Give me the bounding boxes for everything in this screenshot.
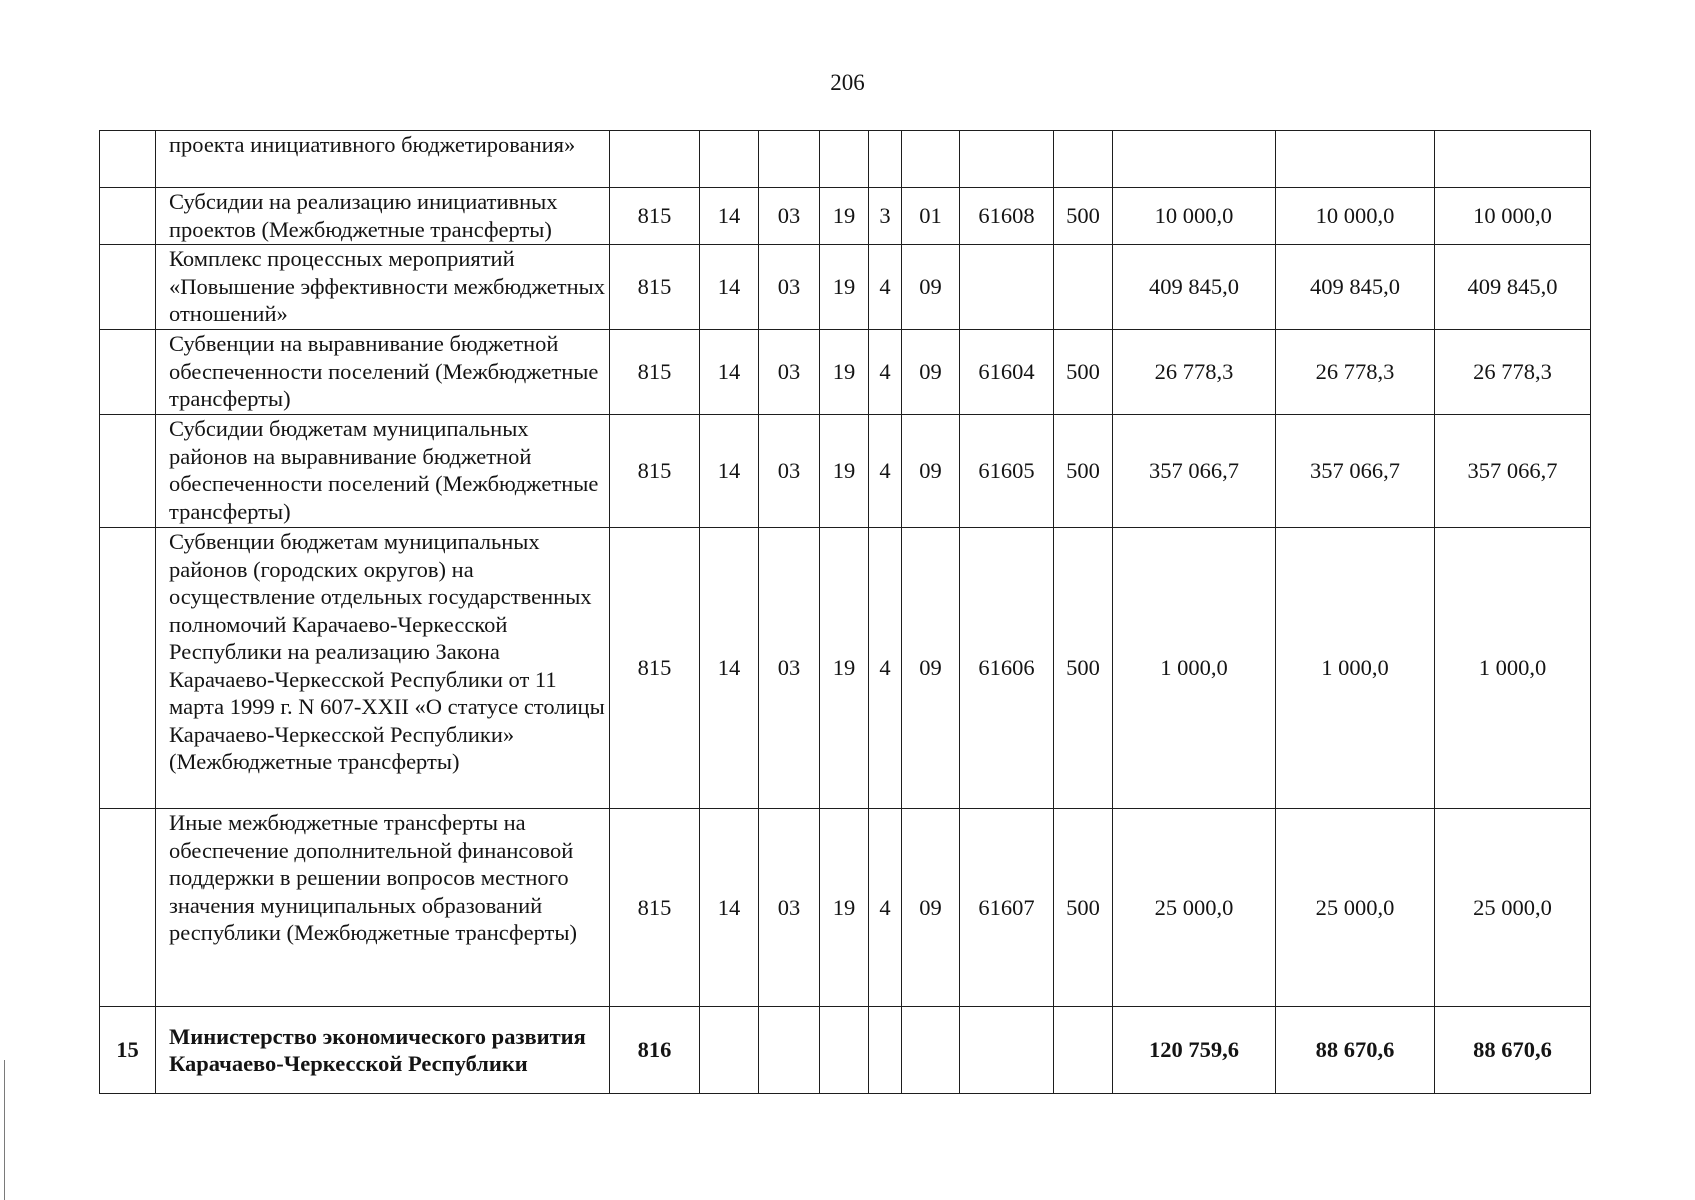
expense-type-code-cell bbox=[1054, 131, 1113, 188]
subsection-code-cell: 03 bbox=[759, 330, 820, 415]
expense-type-code-cell bbox=[1054, 245, 1113, 330]
row-number-cell bbox=[100, 415, 156, 528]
item-name-cell: Министерство экономического развития Карачаево-Черкесской Республики bbox=[156, 1007, 610, 1094]
direction-code-cell: 61608 bbox=[960, 188, 1054, 245]
table-row bbox=[100, 188, 1591, 245]
table-row bbox=[100, 809, 1591, 1007]
section-code-cell: 14 bbox=[700, 809, 759, 1007]
table-row bbox=[100, 330, 1591, 415]
amount-year-2-cell bbox=[1276, 131, 1435, 188]
structure-type-code-cell bbox=[869, 1007, 902, 1094]
direction-code-cell bbox=[960, 1007, 1054, 1094]
expense-type-code-cell: 500 bbox=[1054, 330, 1113, 415]
direction-code-cell: 61604 bbox=[960, 330, 1054, 415]
amount-year-1-cell: 26 778,3 bbox=[1113, 330, 1276, 415]
section-code-cell: 14 bbox=[700, 415, 759, 528]
amount-year-3-cell: 1 000,0 bbox=[1435, 528, 1591, 809]
amount-year-1-cell: 357 066,7 bbox=[1113, 415, 1276, 528]
element-code-cell: 09 bbox=[902, 415, 960, 528]
amount-year-1-cell: 120 759,6 bbox=[1113, 1007, 1276, 1094]
grbs-code-cell: 815 bbox=[610, 528, 700, 809]
grbs-code-cell: 815 bbox=[610, 245, 700, 330]
grbs-code-cell: 815 bbox=[610, 188, 700, 245]
subsection-code-cell bbox=[759, 1007, 820, 1094]
program-code-cell: 19 bbox=[820, 188, 869, 245]
table-row bbox=[100, 131, 1591, 188]
structure-type-code-cell: 4 bbox=[869, 809, 902, 1007]
grbs-code-cell: 815 bbox=[610, 330, 700, 415]
section-code-cell bbox=[700, 131, 759, 188]
subsection-code-cell: 03 bbox=[759, 188, 820, 245]
amount-year-1-cell: 25 000,0 bbox=[1113, 809, 1276, 1007]
element-code-cell bbox=[902, 131, 960, 188]
table-row bbox=[100, 245, 1591, 330]
grbs-code-cell bbox=[610, 131, 700, 188]
program-code-cell: 19 bbox=[820, 415, 869, 528]
row-number-cell bbox=[100, 188, 156, 245]
expense-type-code-cell: 500 bbox=[1054, 415, 1113, 528]
budget-table bbox=[99, 130, 1591, 1094]
amount-year-3-cell bbox=[1435, 131, 1591, 188]
structure-type-code-cell bbox=[869, 131, 902, 188]
row-number-cell bbox=[100, 245, 156, 330]
program-code-cell: 19 bbox=[820, 809, 869, 1007]
amount-year-2-cell: 26 778,3 bbox=[1276, 330, 1435, 415]
table-row bbox=[100, 528, 1591, 809]
subsection-code-cell bbox=[759, 131, 820, 188]
element-code-cell: 01 bbox=[902, 188, 960, 245]
section-code-cell: 14 bbox=[700, 528, 759, 809]
amount-year-1-cell: 1 000,0 bbox=[1113, 528, 1276, 809]
page-number: 206 bbox=[830, 70, 865, 95]
row-number-cell bbox=[100, 330, 156, 415]
subsection-code-cell: 03 bbox=[759, 528, 820, 809]
subsection-code-cell: 03 bbox=[759, 245, 820, 330]
section-code-cell: 14 bbox=[700, 188, 759, 245]
section-code-cell bbox=[700, 1007, 759, 1094]
scan-margin-line bbox=[4, 1060, 5, 1200]
element-code-cell: 09 bbox=[902, 245, 960, 330]
row-number-cell bbox=[100, 131, 156, 188]
section-code-cell: 14 bbox=[700, 245, 759, 330]
grbs-code-cell: 816 bbox=[610, 1007, 700, 1094]
amount-year-2-cell: 1 000,0 bbox=[1276, 528, 1435, 809]
item-name-cell: Субсидии на реализацию инициативных проектов (Межбюджетные трансферты) bbox=[156, 188, 610, 245]
table-row bbox=[100, 415, 1591, 528]
amount-year-3-cell: 25 000,0 bbox=[1435, 809, 1591, 1007]
direction-code-cell: 61605 bbox=[960, 415, 1054, 528]
amount-year-1-cell: 10 000,0 bbox=[1113, 188, 1276, 245]
amount-year-3-cell: 88 670,6 bbox=[1435, 1007, 1591, 1094]
element-code-cell: 09 bbox=[902, 528, 960, 809]
item-name-cell: Субсидии бюджетам муниципальных районов на выравнивание бюджетной обеспеченности поселений (Межбюджетные трансферты) bbox=[156, 415, 610, 528]
program-code-cell: 19 bbox=[820, 330, 869, 415]
grbs-code-cell: 815 bbox=[610, 415, 700, 528]
amount-year-2-cell: 88 670,6 bbox=[1276, 1007, 1435, 1094]
item-name-cell: Субвенции на выравнивание бюджетной обеспеченности поселений (Межбюджетные трансферты) bbox=[156, 330, 610, 415]
subsection-code-cell: 03 bbox=[759, 415, 820, 528]
table-row bbox=[100, 1007, 1591, 1094]
element-code-cell bbox=[902, 1007, 960, 1094]
expense-type-code-cell: 500 bbox=[1054, 188, 1113, 245]
direction-code-cell: 61606 bbox=[960, 528, 1054, 809]
amount-year-2-cell: 357 066,7 bbox=[1276, 415, 1435, 528]
amount-year-3-cell: 26 778,3 bbox=[1435, 330, 1591, 415]
structure-type-code-cell: 4 bbox=[869, 415, 902, 528]
amount-year-3-cell: 10 000,0 bbox=[1435, 188, 1591, 245]
direction-code-cell bbox=[960, 245, 1054, 330]
row-number-cell bbox=[100, 809, 156, 1007]
item-name-cell: проекта инициативного бюджетирования» bbox=[156, 131, 610, 188]
program-code-cell: 19 bbox=[820, 245, 869, 330]
direction-code-cell bbox=[960, 131, 1054, 188]
amount-year-2-cell: 25 000,0 bbox=[1276, 809, 1435, 1007]
row-number-cell: 15 bbox=[100, 1007, 156, 1094]
element-code-cell: 09 bbox=[902, 809, 960, 1007]
direction-code-cell: 61607 bbox=[960, 809, 1054, 1007]
structure-type-code-cell: 4 bbox=[869, 528, 902, 809]
item-name-cell: Субвенции бюджетам муниципальных районов (городских округов) на осуществление отдельных государственных полномочий Карачаево-Черкесской Республики на реализацию Закона Карачаево-Черкесской Республики от 11 марта 1999 г. N 607-XXII «О статусе столицы Карачаево-Черкесской Республики» (Межбюджетные трансферты) bbox=[156, 528, 610, 809]
expense-type-code-cell: 500 bbox=[1054, 809, 1113, 1007]
row-number-cell bbox=[100, 528, 156, 809]
amount-year-3-cell: 357 066,7 bbox=[1435, 415, 1591, 528]
program-code-cell bbox=[820, 131, 869, 188]
amount-year-2-cell: 10 000,0 bbox=[1276, 188, 1435, 245]
amount-year-1-cell: 409 845,0 bbox=[1113, 245, 1276, 330]
section-code-cell: 14 bbox=[700, 330, 759, 415]
element-code-cell: 09 bbox=[902, 330, 960, 415]
program-code-cell bbox=[820, 1007, 869, 1094]
item-name-cell: Комплекс процессных мероприятий «Повышение эффективности межбюджетных отношений» bbox=[156, 245, 610, 330]
amount-year-2-cell: 409 845,0 bbox=[1276, 245, 1435, 330]
item-name-cell: Иные межбюджетные трансферты на обеспечение дополнительной финансовой поддержки в решении вопросов местного значения муниципальных образований республики (Межбюджетные трансферты) bbox=[156, 809, 610, 1007]
structure-type-code-cell: 3 bbox=[869, 188, 902, 245]
expense-type-code-cell bbox=[1054, 1007, 1113, 1094]
amount-year-1-cell bbox=[1113, 131, 1276, 188]
structure-type-code-cell: 4 bbox=[869, 330, 902, 415]
grbs-code-cell: 815 bbox=[610, 809, 700, 1007]
program-code-cell: 19 bbox=[820, 528, 869, 809]
amount-year-3-cell: 409 845,0 bbox=[1435, 245, 1591, 330]
expense-type-code-cell: 500 bbox=[1054, 528, 1113, 809]
subsection-code-cell: 03 bbox=[759, 809, 820, 1007]
structure-type-code-cell: 4 bbox=[869, 245, 902, 330]
